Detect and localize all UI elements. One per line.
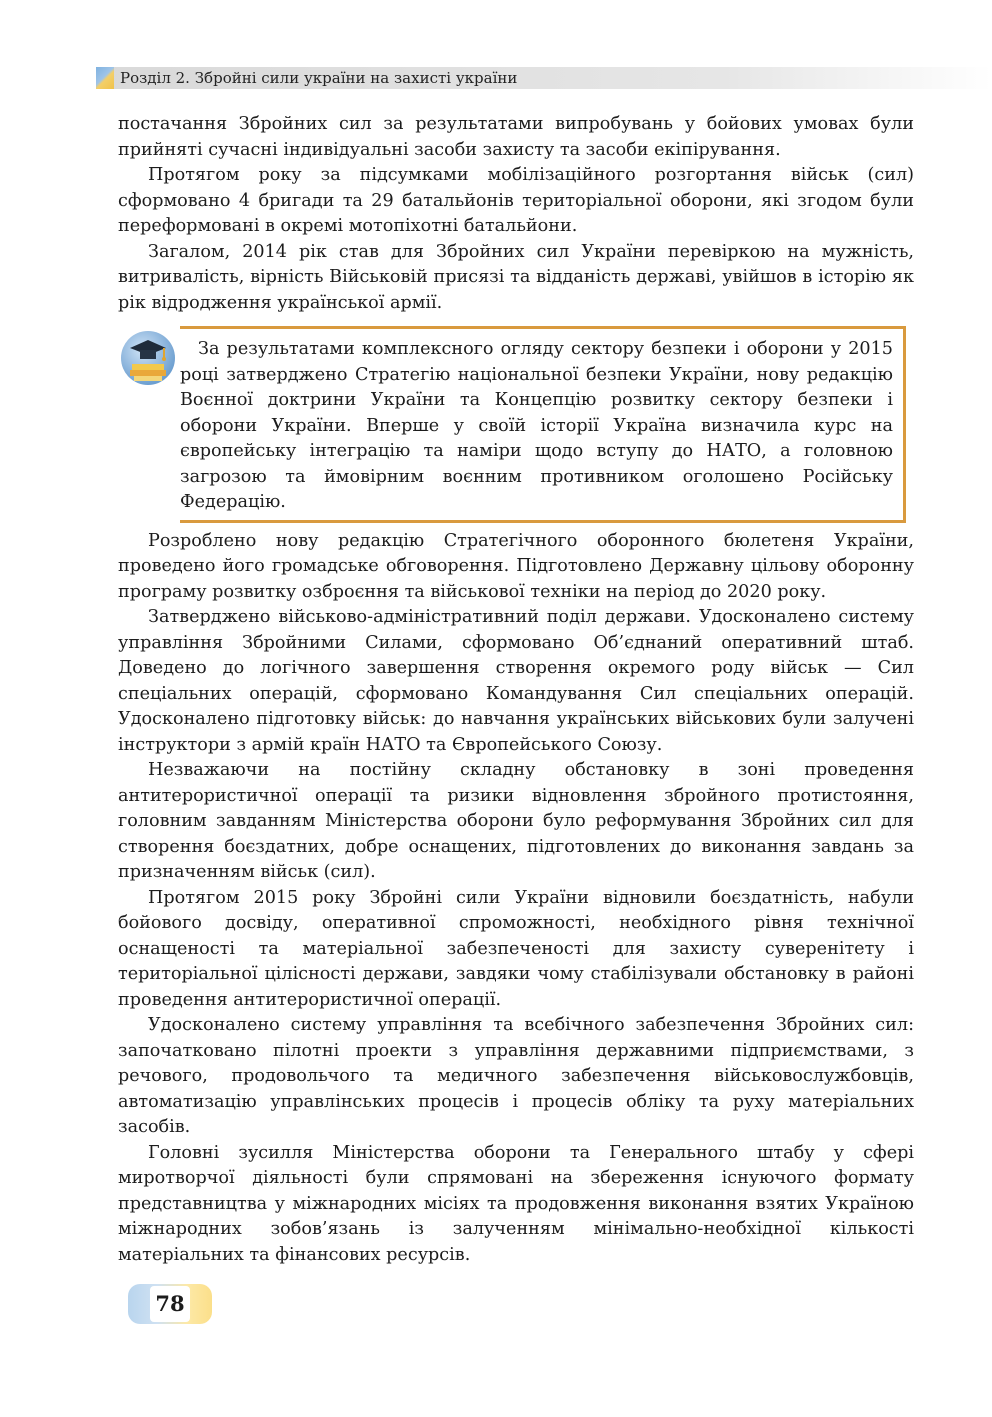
paragraph: Протягом 2015 року Збройні сили України відновили боєздатність, набули бойового досвіду, оперативної спроможності, необхідного рівня технічної оснащеності та матеріальної забезпеченості для захисту суверенітету і територіальної цілісності держави, завдяки чому стабілізували обстановку в районі проведення антитерористичної операції. bbox=[118, 887, 914, 1010]
paragraph: постачання Збройних сил за результатами випробувань у бойових умовах були прийняті сучасні індивідуальні засоби захисту та засоби екіпірування. bbox=[118, 114, 914, 160]
page-number-badge bbox=[128, 1284, 212, 1324]
paragraph: Затверджено військово-адміністративний поділ держави. Удосконалено систему управління Збройними Силами, сформовано Об’єднаний оперативний штаб. Доведено до логічного завершення створення окремого роду військ — Сил спеціальних операцій, сформовано Командування Сил спеціальних операцій. Удосконалено підготовку військ: до навчання українських військових були залучені інструктори з армій країн НАТО та Європейського Союзу. bbox=[118, 607, 914, 755]
section-header-title: Розділ 2. Збройні сили україни на захисті україни bbox=[120, 69, 518, 87]
paragraph: Головні зусилля Міністерства оборони та Генерального штабу у сфері миротворчої діяльності були спрямовані на збереження існуючого формату представництва у міжнародних місіях та продовження виконання взятих Україною міжнародних зобов’язань із залученням мінімально-необхідної кількості матеріальних та фінансових ресурсів. bbox=[118, 1142, 914, 1265]
paragraph: Загалом, 2014 рік став для Збройних сил України перевіркою на мужність, витривалість, вірність Військовій присязі та відданість державі, увійшов в історію як рік відродження української армії. bbox=[118, 241, 914, 313]
info-box bbox=[180, 326, 906, 523]
paragraph: Протягом року за підсумками мобілізаційного розгортання військ (сил) сформовано 4 бригади та 29 батальйонів територіальної оборони, які згодом були переформовані в окремі мотопіхотні батальйони. bbox=[118, 165, 914, 236]
paragraph: Незважаючи на постійну складну обстановку в зоні проведення антитерористичної операції та ризики відновлення збройного протистояння, головним завданням Міністерства оборони було реформування Збройних сил для створення боєздатних, добре оснащених, підготовлених до виконання завдань за призначенням військ (сил). bbox=[118, 760, 914, 882]
page-body bbox=[118, 112, 914, 1268]
paragraph: Розроблено нову редакцію Стратегічного оборонного бюлетеня України, проведено його громадське обговорення. Підготовлено Державну цільову оборонну програму розвитку озброєння та військової техніки на період до 2020 року. bbox=[118, 530, 914, 602]
paragraph: Удосконалено систему управління та всебічного забезпечення Збройних сил: започатковано пілотні проекти з управління державними підприємствами, з речового, продовольчого та медичного забезпечення військовослужбовців, автоматизацію управлінських процесів і процесів обліку та руху матеріальних засобів. bbox=[118, 1015, 914, 1137]
info-box-text: За результатами комплексного огляду сектору безпеки і оборони у 2015 році затверджено Стратегію національної безпеки України, нову редакцію Воєнної доктрини України та Концепцію розвитку сектору безпеки і оборони України. Вперше у своїй історії Україна визначила курс на європейську інтеграцію та наміри щодо вступу до НАТО, а головною загрозою та ймовірним воєнним противником оголошено Російську Федерацію. bbox=[180, 339, 893, 512]
header-corner-mark bbox=[96, 67, 114, 89]
page-number: 78 bbox=[155, 1291, 185, 1316]
